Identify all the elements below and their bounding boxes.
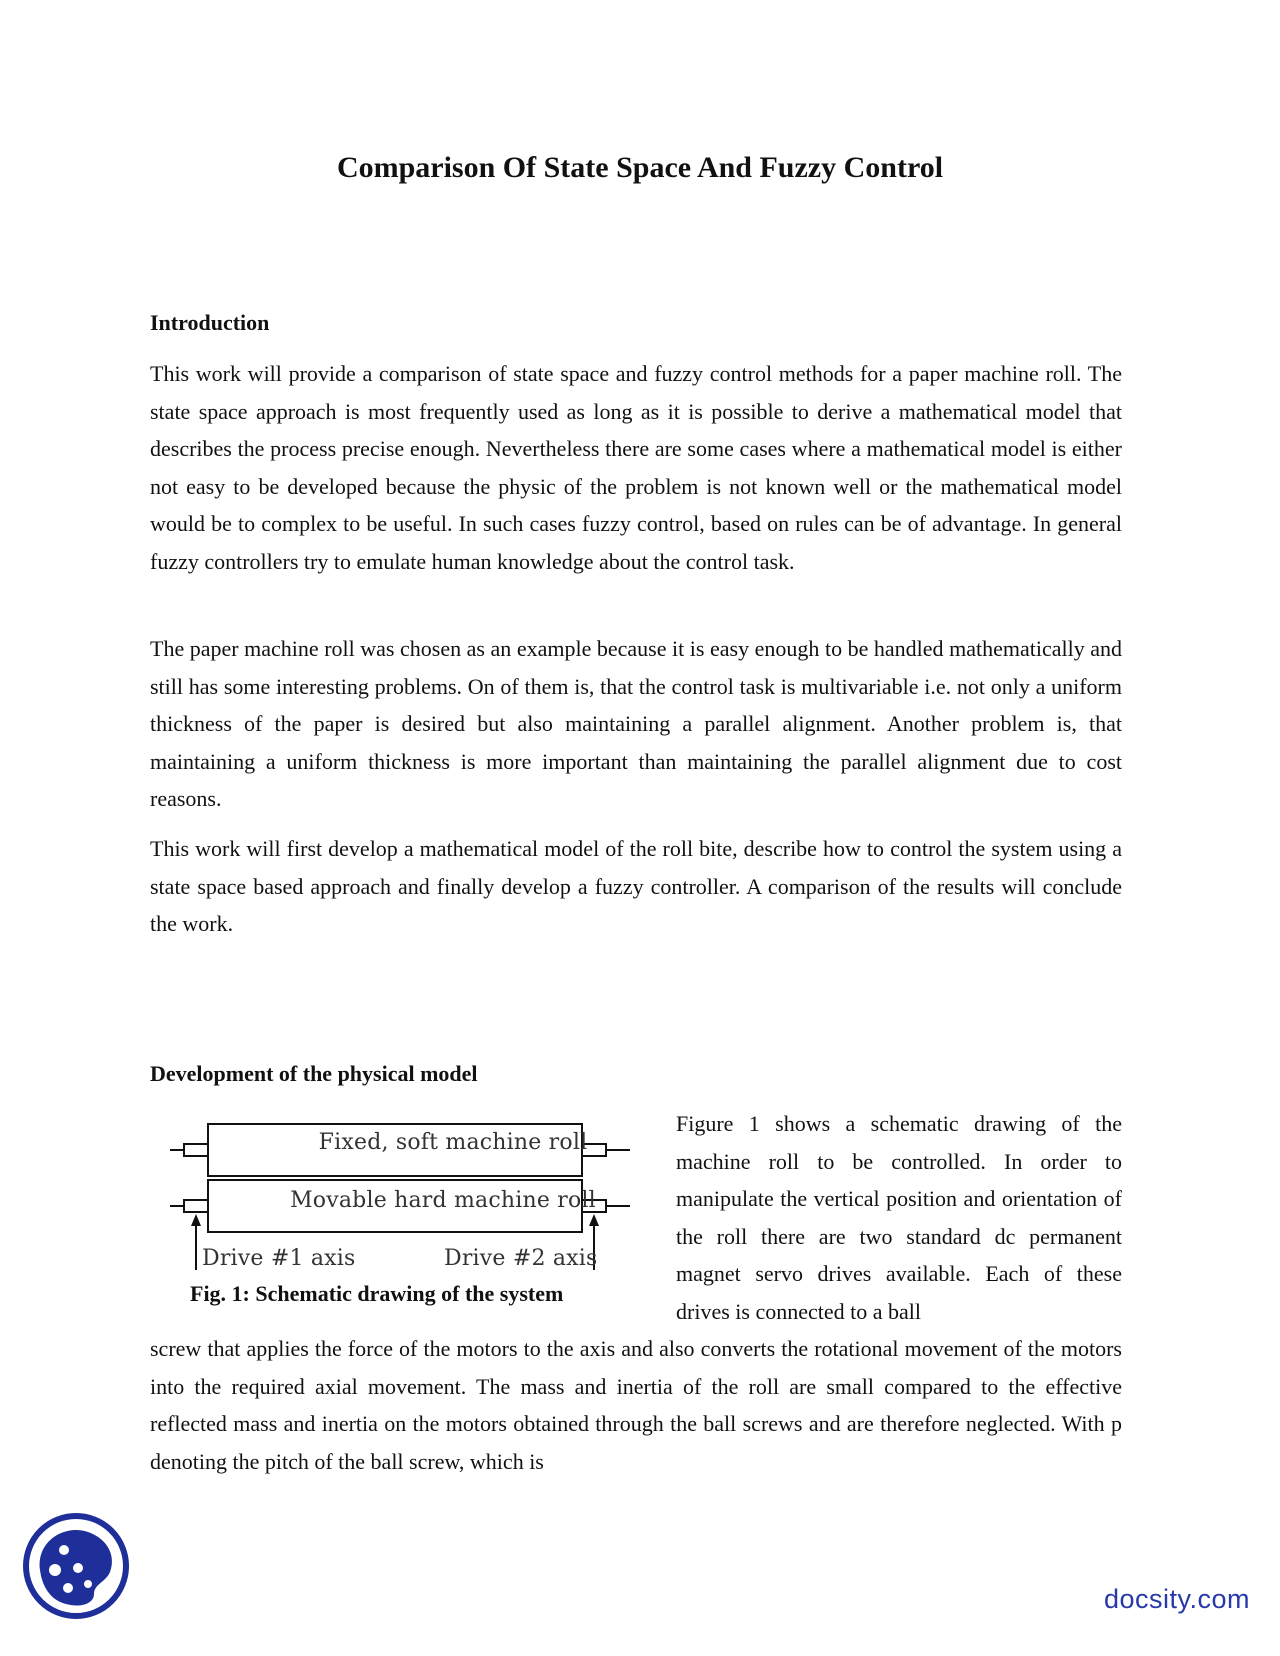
docsity-logo-icon[interactable]: [22, 1512, 130, 1620]
paragraph: This work will provide a comparison of state space and fuzzy control methods for a paper machine roll. The state space approach is most frequently used as long as it is possible to derive a mathematical model that describes the process precise enough. Nevertheless there are some cases where a mathematical model is either not easy to be developed because the physic of the problem is not known well or the mathematical model would be to complex to be useful. In such cases fuzzy control, based on rules can be of advantage. In general fuzzy controllers try to emulate human knowledge about the control task.: [150, 361, 1122, 574]
paragraph: This work will first develop a mathematical model of the roll bite, describe how to control the system using a state space based approach and finally develop a fuzzy controller. A comparison of the results will conclude the work.: [150, 836, 1122, 936]
section-heading-introduction: Introduction: [150, 310, 270, 335]
docsity-brand-link[interactable]: docsity.com: [1104, 1584, 1251, 1614]
paragraph: screw that applies the force of the motors to the axis and also converts the rotational movement of the motors into the required axial movement. The mass and inertia of the roll are small compared to the effective reflected mass and inertia on the motors obtained through the ball screws and are therefore neglected. With p denoting the pitch of the ball screw, which is: [150, 1336, 1122, 1474]
movable-roll-label: Movable hard machine roll: [290, 1188, 596, 1213]
drive1-label: Drive #1 axis: [202, 1246, 356, 1271]
paragraph: Figure 1 shows a schematic drawing of the machine roll to be controlled. In order to manipulate the vertical position and orientation of the roll there are two standard dc permanent magnet servo drives available. Each of these drives is connected to a ball: [676, 1111, 1122, 1324]
section-heading-physical-model: Development of the physical model: [150, 1061, 478, 1086]
figure-caption: Fig. 1: Schematic drawing of the system: [190, 1281, 564, 1306]
shaft-icon: [184, 1144, 208, 1156]
document-title: Comparison Of State Space And Fuzzy Control: [336, 151, 944, 184]
fixed-roll-label: Fixed, soft machine roll: [318, 1130, 588, 1155]
paragraph: The paper machine roll was chosen as an example because it is easy enough to be handled mathematically and still has some interesting problems. On of them is, that the control task is multivariable i.e. not only a uniform thickness of the paper is desired but also maintaining a parallel alignment. Another problem is, that maintaining a uniform thickness is more important than maintaining the parallel alignment due to cost reasons.: [150, 636, 1122, 811]
drive2-label: Drive #2 axis: [444, 1246, 598, 1271]
shaft-icon: [184, 1200, 208, 1212]
